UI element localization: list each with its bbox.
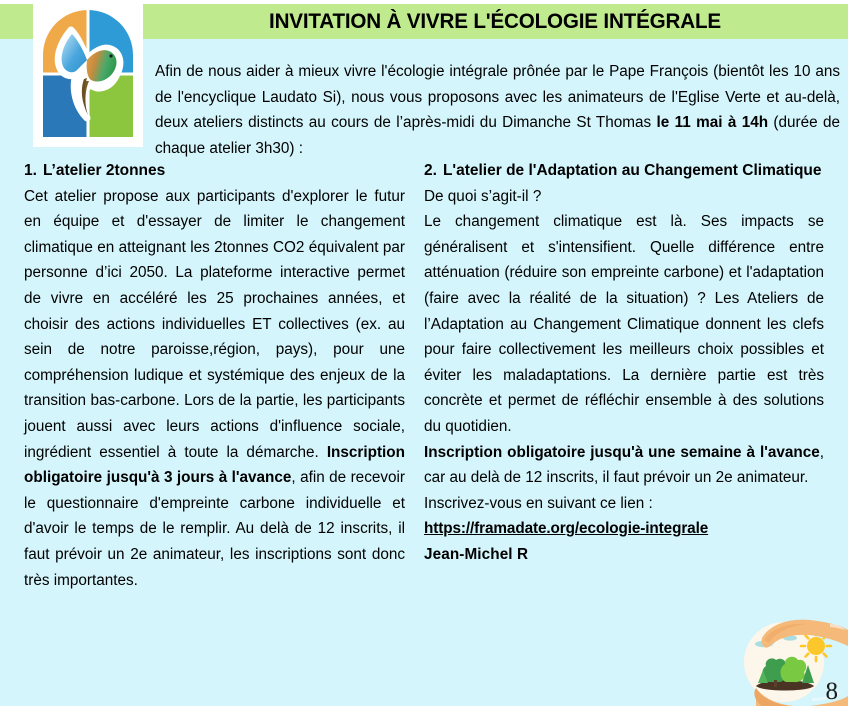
eglise-verte-dove-window-icon — [41, 8, 135, 139]
page-number: 8 — [825, 678, 838, 705]
workshop-2-title: L'atelier de l'Adaptation au Changement Climatique — [442, 162, 822, 179]
workshop-2-registration-bold: Inscription obligatoire jusqu'à une semaine à l'avance — [424, 443, 820, 461]
workshop-2-heading — [424, 158, 824, 184]
workshop-1-body-part2: , afin de recevoir le questionnaire d'empreinte carbone individuelle et d'avoir le temps de le remplir. Au delà de 12 inscrits, il faut prévoir un 2e animateur, les inscriptions sont donc très importantes. — [24, 469, 405, 589]
workshop-1-column — [24, 158, 405, 593]
workshop-2-signature: Jean-Michel R — [424, 545, 529, 563]
workshop-2-question: De quoi s’agit-il ? — [424, 187, 542, 205]
workshop-1-body — [24, 184, 405, 594]
intro-date-bold: le 11 mai à 14h — [656, 114, 769, 132]
workshop-2-column — [424, 158, 824, 568]
workshop-2-number: 2. — [424, 162, 437, 179]
workshop-1-title: L’atelier 2tonnes — [42, 162, 166, 179]
logo-container — [33, 0, 143, 147]
intro-text-part1: Afin de nous aider à mieux vivre l'écologie intégrale prônée par le Pape François (bientôt les 10 ans de l'encyclique Laudato Si), nous vous proposons avec les animateurs de l'Eglise Verte et au-delà, deux ateliers distincts au cours de l’après-midi du Dimanche St Thomas — [155, 63, 840, 132]
workshop-1-heading — [24, 158, 405, 184]
workshop-2-registration-rest: , car au delà de 12 inscrits, il faut prévoir un 2e animateur. — [424, 443, 824, 487]
workshop-1-number: 1. — [24, 162, 37, 179]
registration-link[interactable]: https://framadate.org/ecologie-integrale — [424, 520, 709, 538]
workshop-1-registration-bold: Inscription obligatoire jusqu'à 3 jours à l'avance — [24, 443, 405, 487]
workshop-2-link-intro: Inscrivez-vous en suivant ce lien : — [424, 494, 653, 512]
intro-text-part2: (durée de chaque atelier 3h30) : — [155, 114, 840, 157]
intro-paragraph — [155, 59, 840, 161]
workshop-2-body: Le changement climatique est là. Ses impacts se généralisent et s'intensifient. Quelle différence entre atténuation (réduire son empreinte carbone) et l'adaptation (faire avec la réalité de la situation) ? Les Ateliers de l’Adaptation au Changement Climatique donnent les clefs pour faire collectivement les meilleurs choix possibles et éviter les maladaptations. La dernière partie est très concrète et permet de réfléchir ensemble à des solutions du quotidien. — [424, 213, 824, 435]
workshop-2-link-line — [424, 516, 824, 542]
page-title: INVITATION À VIVRE L'ÉCOLOGIE INTÉGRALE — [269, 8, 721, 33]
workshop-2-registration — [424, 440, 824, 491]
workshop-1-body-part1: Cet atelier propose aux participants d'explorer le futur en équipe et d'essayer de limiter le changement climatique en atteignant les 2tonnes CO2 équivalent par personne d’ici 2050. La plateforme interactive permet de vivre en accéléré les 25 prochaines années, et choisir des actions individuelles ET collectives (ex. au sein de notre paroisse,région, pays), pour une compréhension ludique et systémique des enjeux de la transition bas-carbone. Lors de la partie, les participants jouent aussi avec leurs actions d'influence sociale, ingrédient essentiel à toute la démarche. — [24, 187, 405, 461]
